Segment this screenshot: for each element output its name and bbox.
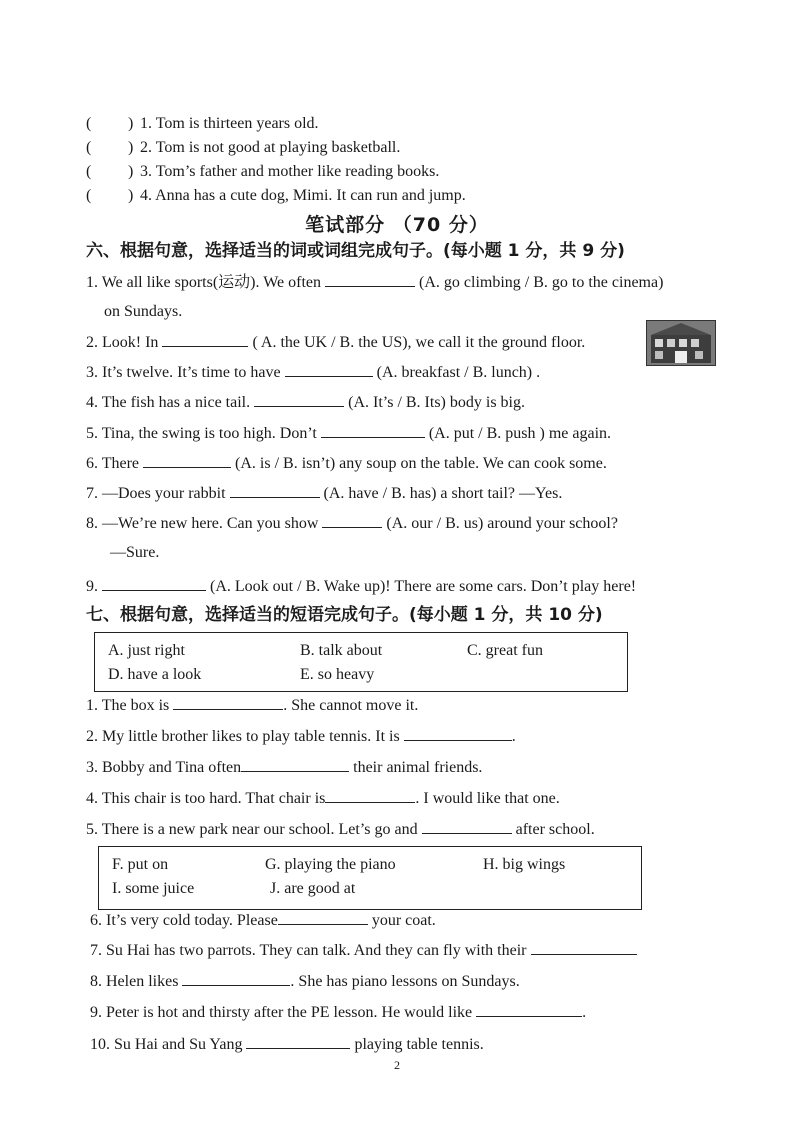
s7-question-6 [90,910,436,931]
s6-question-1 [86,272,663,293]
answer-blank[interactable] [325,788,415,803]
question-text: 3. Bobby and Tina often [86,759,242,776]
question-options: (A. It’s / B. Its) body is big. [348,394,525,411]
page-number: 2 [394,1058,400,1072]
s7-question-1 [86,695,418,716]
phrase-option-e: E. so heavy [300,666,375,683]
question-options: (A. is / B. isn’t) any soup on the table. We can cook some. [235,455,607,472]
phrase-option-h: H. big wings [483,856,566,873]
s7-question-10 [90,1034,484,1055]
answer-blank[interactable] [102,576,206,591]
answer-blank[interactable] [230,483,320,498]
written-section-title: 笔试部分 （70 分） [305,214,489,236]
question-text: 6. There [86,455,140,472]
s7-question-7 [90,940,637,961]
answer-paren-open: ( [86,115,92,132]
s6-question-5 [86,423,611,444]
tf-statement: 3. Tom’s father and mother like reading books. [140,163,440,180]
phrase-option-d: D. have a look [108,666,202,683]
question-text-end: after school. [515,821,595,838]
phrase-option-f: F. put on [112,856,169,873]
question-text-end: . She cannot move it. [283,697,419,714]
question-text-end: . I would like that one. [415,790,560,807]
s7-question-4 [86,788,560,809]
tf-statement: 2. Tom is not good at playing basketball. [140,139,401,156]
answer-blank[interactable] [182,971,290,986]
phrase-option-b: B. talk about [300,642,383,659]
question-options: (A. Look out / B. Wake up)! There are some cars. Don’t play here! [210,578,637,595]
s7-question-2 [86,726,516,747]
building-photo-graphic [647,321,715,365]
question-text-end: your coat. [371,912,436,929]
question-text: 3. It’s twelve. It’s time to have [86,364,281,381]
answer-blank[interactable] [325,272,415,287]
answer-blank[interactable] [285,362,373,377]
question-text-end: playing table tennis. [354,1036,484,1053]
phrase-option-g: G. playing the piano [265,856,396,873]
s6-question-6 [86,453,607,474]
question-options: (A. put / B. push ) me again. [428,425,612,442]
question-text: 5. There is a new park near our school. Let’s go and [86,821,418,838]
question-options: (A. breakfast / B. lunch) . [376,364,541,381]
question-text: 4. The fish has a nice tail. [86,394,251,411]
answer-paren-close: ) [128,187,134,204]
answer-blank[interactable] [404,726,512,741]
s7-question-5 [86,819,595,840]
s6-question-3 [86,362,540,383]
s7-question-3 [86,757,482,778]
answer-blank[interactable] [422,819,512,834]
question-text-end: . [511,728,516,745]
answer-paren-open: ( [86,139,92,156]
question-options: (A. have / B. has) a short tail? —Yes. [323,485,563,502]
s6-question-2 [86,332,585,353]
answer-blank[interactable] [173,695,283,710]
answer-blank[interactable] [531,940,637,955]
s6-question-8 [86,513,618,534]
question-text-end: . [582,1004,587,1021]
question-text-end: . She has piano lessons on Sundays. [290,973,520,990]
section-6-heading: 六、根据句意，选择适当的词或词组完成句子。(每小题 1 分，共 9 分) [86,241,625,261]
section-7-heading: 七、根据句意，选择适当的短语完成句子。(每小题 1 分，共 10 分) [86,605,603,625]
phrase-option-c: C. great fun [467,642,543,659]
answer-paren-open: ( [86,163,92,180]
question-text: 5. Tina, the swing is too high. Don’t [86,425,317,442]
answer-blank[interactable] [476,1002,582,1017]
question-text: 9. Peter is hot and thirsty after the PE lesson. He would like [90,1004,473,1021]
s6-question-7 [86,483,562,504]
tf-statement: 1. Tom is thirteen years old. [140,115,319,132]
answer-paren-open: ( [86,187,92,204]
s6-question-4 [86,392,525,413]
answer-paren-close: ) [128,115,134,132]
answer-blank[interactable] [322,513,382,528]
s6-question-8-reply: —Sure. [110,544,160,561]
answer-paren-close: ) [128,139,134,156]
answer-paren-close: ) [128,163,134,180]
question-options: (A. our / B. us) around your school? [386,515,618,532]
question-text: 8. —We’re new here. Can you show [86,515,319,532]
answer-blank[interactable] [143,453,231,468]
answer-blank[interactable] [254,392,344,407]
s6-question-1-cont: on Sundays. [104,303,183,320]
answer-blank[interactable] [162,332,248,347]
question-text-end: their animal friends. [353,759,483,776]
phrase-option-a: A. just right [108,642,185,659]
question-text: 7. —Does your rabbit [86,485,226,502]
question-text: 2. Look! In [86,334,159,351]
question-text: 2. My little brother likes to play table tennis. It is [86,728,400,745]
question-options: (A. go climbing / B. go to the cinema) [419,274,664,291]
answer-blank[interactable] [278,910,368,925]
answer-blank[interactable] [246,1034,350,1049]
question-options: ( A. the UK / B. the US), we call it the ground floor. [252,334,586,351]
question-text: 10. Su Hai and Su Yang [90,1036,243,1053]
s7-question-8 [90,971,520,992]
phrase-option-i: I. some juice [112,880,195,897]
question-text: 6. It’s very cold today. Please [90,912,278,929]
question-text: 4. This chair is too hard. That chair is [86,790,326,807]
question-text: 7. Su Hai has two parrots. They can talk. And they can fly with their [90,942,527,959]
answer-blank[interactable] [241,757,349,772]
question-text: 1. We all like sports(运动). We often [86,274,322,291]
phrase-option-j: J. are good at [270,880,356,897]
s7-question-9 [90,1002,586,1023]
question-text: 9. [86,578,98,595]
question-text: 8. Helen likes [90,973,179,990]
s6-question-9 [86,576,636,597]
tf-statement: 4. Anna has a cute dog, Mimi. It can run and jump. [140,187,466,204]
question-text: 1. The box is [86,697,170,714]
building-photo [646,320,716,366]
answer-blank[interactable] [321,423,425,438]
